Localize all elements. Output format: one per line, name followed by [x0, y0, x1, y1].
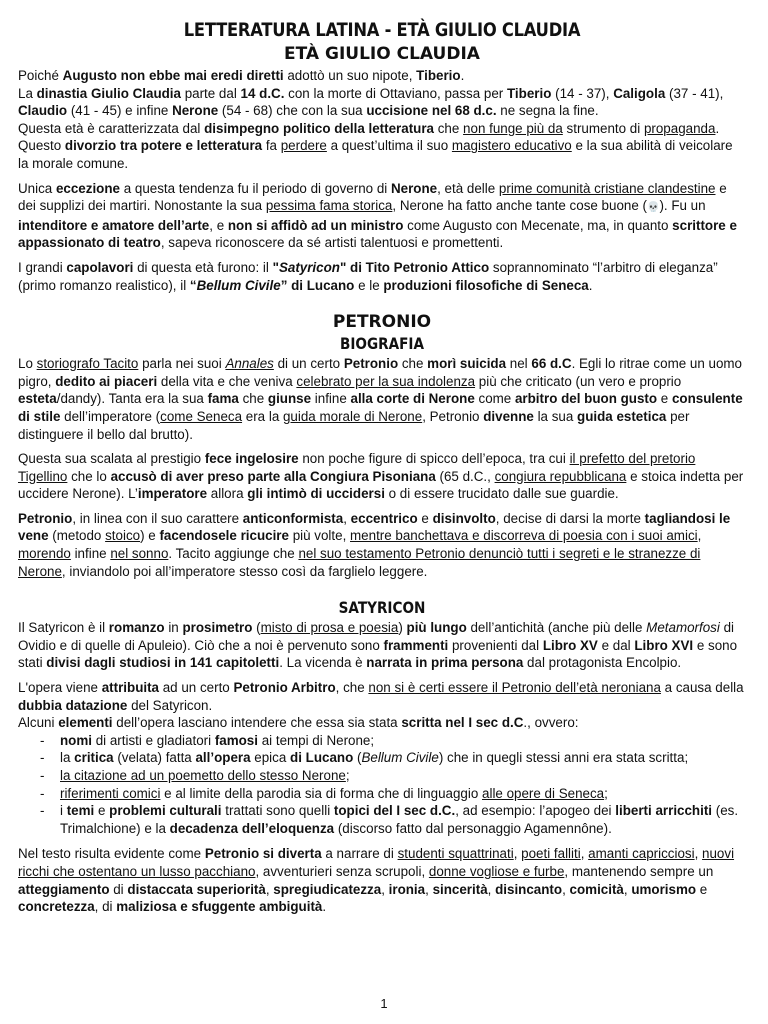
- biografia-paragraph-2: Questa sua scalata al prestigio fece ingelosire non poche figure di spicco dell’epoca, tra cui il prefetto del pretorio Tigellino che lo accusò di aver preso parte alla Congiura Pisoniana (65 d.C., congiura repubblicana e stoica indetta per uccidere Nerone). L’imperatore allora gli intimò di uccidersi o di essere trucidato dalle sue guardie.: [18, 451, 744, 502]
- intro-paragraph-2: La dinastia Giulio Claudia parte dal 14 d.C. con la morte di Ottaviano, passa per Tiberio (14 - 37), Caligola (37 - 41), Claudio (41 - 45) e infine Nerone (54 - 68) che con la sua uccisione nel 68 d.c. ne segna la fine.: [18, 85, 724, 119]
- intro-paragraph-4-start: Unica eccezione a questa tendenza fu il periodo di governo di Nerone, età delle prime comunità cristiane clandestine e dei supplizi dei martiri. Nonostante la sua pessima fama storica, Nerone ha fatto anche tante cose buone (: [18, 180, 727, 214]
- document-page: [18, 18, 746, 923]
- biografia-heading: BIOGRAFIA: [339, 334, 425, 354]
- list-item: - i temi e problemi culturali trattati sono quelli topici del I sec d.C., ad esempio: l’apogeo dei liberti arricchiti (es. Trimalchione) e la decadenza dell’eloquenza (discorso fatto dal personaggio Agamennône).: [40, 802, 746, 837]
- intro-paragraph-3: Questa età è caratterizzata dal disimpegno politico della letteratura che non funge più da strumento di propaganda. Questo divorzio tra potere e letteratura fa perdere a quest’ultima il suo magistero educativo e la sua abilità di veicolare la morale comune.: [18, 120, 733, 171]
- list-item: - la critica (velata) fatta all’opera epica di Lucano (Bellum Civile) che in quegli stessi anni era stata scritta;: [40, 749, 746, 767]
- satyricon-paragraph-4: Nel testo risulta evidente come Petronio si diverta a narrare di studenti squattrinati, poeti falliti, amanti capricciosi, nuovi ricchi che ostentano un lusso pacchiano, avventurieri senza scrupoli, donne vogliose e furbe, mantenendo sempre un atteggiamento di distaccata superiorità, spregiudicatezza, ironia, sincerità, disincanto, comicità, umorismo e concretezza, di maliziosa e sfuggente ambiguità.: [18, 846, 735, 915]
- intro-paragraph-4: [18, 180, 746, 252]
- biografia-paragraph-1: Lo storiografo Tacito parla nei suoi Annales di un certo Petronio che morì suicida nel 66 d.C. Egli lo ritrae come un uomo pigro, dedito ai piaceri della vita e che veniva celebrato per la sua indolenza più che criticato (un vero e proprio esteta/dandy). Tanta era la sua fama che giunse infine alla corte di Nerone come arbitro del buon gusto e consulente di stile dell’imperatore (come Seneca era la guida morale di Nerone, Petronio divenne la sua guida estetica per distinguere il bello dal brutto).: [18, 356, 743, 442]
- list-item: - riferimenti comici e al limite della parodia sia di forma che di linguaggio alle opere di Seneca;: [40, 785, 746, 803]
- petronio-heading: PETRONIO: [332, 312, 432, 333]
- skull-icon: 💀: [646, 202, 660, 214]
- section-subtitle: ETÀ GIULIO CLAUDIA: [284, 44, 480, 64]
- list-item: - la citazione ad un poemetto dello stesso Nerone;: [40, 767, 746, 785]
- biografia-paragraph-3: Petronio, in linea con il suo carattere anticonformista, eccentrico e disinvolto, decise di darsi la morte tagliandosi le vene (metodo stoico) e facendosele ricucire più volte, mentre banchettava e discorreva di poesia con i suoi amici, morendo infine nel sonno. Tacito aggiunge che nel suo testamento Petronio denunciò tutti i segreti e le stranezze di Nerone, inviandolo poi all’imperatore stesso così da farglielo leggere.: [18, 510, 731, 579]
- page-number: 1: [380, 996, 388, 1011]
- satyricon-heading: SATYRICON: [338, 598, 426, 618]
- intro-paragraph-4-end: ). Fu un intenditore e amatore dell’arte, e non si affidò ad un ministro come Augusto con Mecenate, ma, in quanto scrittore e appassionato di teatro, sapeva riconoscere da sé artisti talentuosi e promettenti.: [18, 198, 737, 251]
- list-item: - nomi di artisti e gladiatori famosi ai tempi di Nerone;: [40, 732, 746, 750]
- satyricon-paragraph-1: Il Satyricon è il romanzo in prosimetro (misto di prosa e poesia) più lungo dell’antichità (anche più delle Metamorfosi di Ovidio e di quelle di Apuleio). Ciò che a noi è pervenuto sono frammenti provenienti dal Libro XV e dal Libro XVI e sono stati divisi dagli studiosi in 141 capitoletti. La vicenda è narrata in prima persona dal protagonista Encolpio.: [18, 620, 738, 671]
- document-title: LETTERATURA LATINA - ETÀ GIULIO CLAUDIA: [183, 19, 581, 41]
- satyricon-paragraph-3: Alcuni elementi dell’opera lasciano intendere che essa sia stata scritta nel I sec d.C., ovvero:: [18, 715, 579, 731]
- intro-paragraph-1: Poiché Augusto non ebbe mai eredi diretti adottò un suo nipote, Tiberio.: [18, 68, 465, 83]
- satyricon-paragraph-2: L'opera viene attribuita ad un certo Petronio Arbitro, che non si è certi essere il Petronio dell’età neroniana a causa della dubbia datazione del Satyricon.: [18, 680, 744, 713]
- satyricon-elements-list: [18, 732, 746, 838]
- intro-paragraph-5: I grandi capolavori di questa età furono: il "Satyricon" di Tito Petronio Attico soprannominato “l’arbitro di eleganza” (primo romanzo realistico), il “Bellum Civile” di Lucano e le produzioni filosofiche di Seneca.: [18, 259, 718, 293]
